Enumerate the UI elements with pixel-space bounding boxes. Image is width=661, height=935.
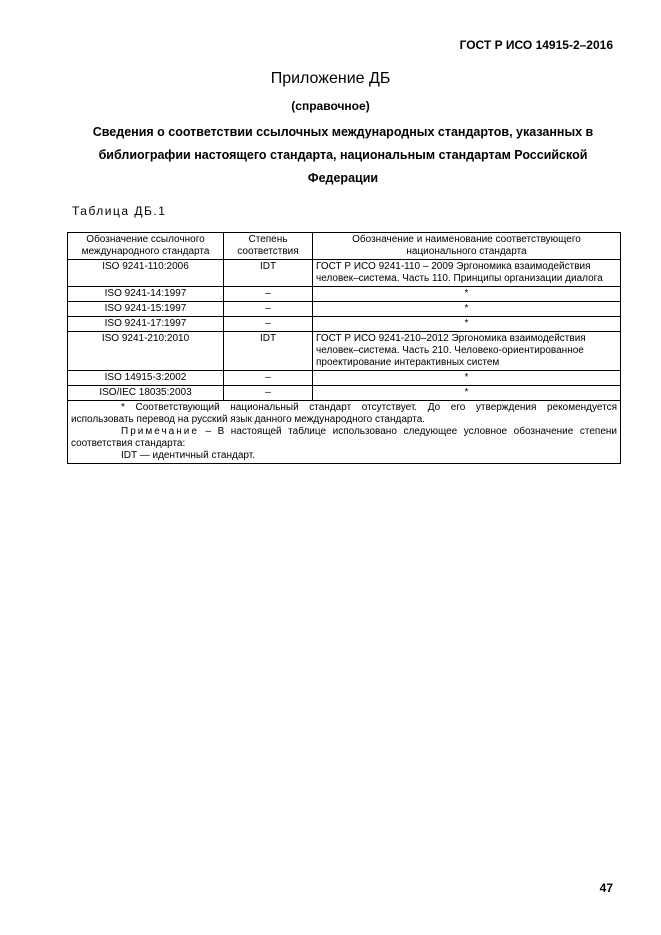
table-row (68, 287, 621, 302)
table-caption: Таблица ДБ.1 (72, 204, 167, 218)
table-row (68, 302, 621, 317)
degree-of-correspondence: – (224, 371, 313, 386)
appendix-title: Приложение ДБ (270, 70, 391, 87)
note (71, 426, 617, 450)
national-standard: * (313, 302, 621, 317)
national-standard: * (313, 287, 621, 302)
degree-of-correspondence: – (224, 386, 313, 401)
national-standard: * (313, 317, 621, 332)
appendix-heading: Сведения о соответствии ссылочных международных стандартов, указанных в библиографии настоящего стандарта, национальным стандартам Российской Федерации (92, 125, 594, 185)
degree-of-correspondence: – (224, 317, 313, 332)
reference-standard: ISO 9241-14:1997 (68, 287, 224, 302)
column-header-reference: Обозначение ссылочного международного стандарта (68, 233, 224, 260)
national-standard: * (313, 386, 621, 401)
document-code: ГОСТ Р ИСО 14915-2–2016 (459, 38, 613, 52)
national-standard: ГОСТ Р ИСО 9241-210–2012 Эргономика взаимодействия человек–система. Часть 210. Человеко-ориентированное проектирование интерактивных систем (313, 332, 621, 371)
reference-standard: ISO 9241-110:2006 (68, 260, 224, 287)
table-footnote (68, 401, 621, 464)
degree-of-correspondence: – (224, 287, 313, 302)
note-label: Примечание (121, 426, 199, 437)
table-row (68, 317, 621, 332)
reference-standard: ISO 14915-3:2002 (68, 371, 224, 386)
table-row (68, 371, 621, 386)
table-row (68, 260, 621, 287)
note-text: – В настоящей таблице использовано следующее условное обозначение степени соответствия стандарта: (71, 426, 617, 449)
footnote-text: * Соответствующий национальный стандарт отсутствует. До его утверждения рекомендуется использовать перевод на русский язык данного международного стандарта. (71, 402, 617, 425)
table-footnote-row (68, 401, 621, 464)
standards-table (67, 232, 621, 464)
reference-standard: ISO 9241-210:2010 (68, 332, 224, 371)
reference-standard: ISO 9241-17:1997 (68, 317, 224, 332)
table-row (68, 386, 621, 401)
table-row (68, 332, 621, 371)
column-header-national: Обозначение и наименование соответствующего национального стандарта (313, 233, 621, 260)
table-header-row (68, 233, 621, 260)
reference-standard: ISO 9241-15:1997 (68, 302, 224, 317)
reference-standard: ISO/IEC 18035:2003 (68, 386, 224, 401)
degree-of-correspondence: IDT (224, 260, 313, 287)
degree-of-correspondence: – (224, 302, 313, 317)
appendix-type: (справочное) (291, 99, 370, 113)
national-standard: ГОСТ Р ИСО 9241-110 – 2009 Эргономика взаимодействия человек–система. Часть 110. Принципы организации диалога (313, 260, 621, 287)
degree-of-correspondence: IDT (224, 332, 313, 371)
column-header-degree: Степень соответствия (224, 233, 313, 260)
idt-legend: IDT — идентичный стандарт. (121, 450, 255, 461)
national-standard: * (313, 371, 621, 386)
page-number: 47 (599, 881, 613, 895)
